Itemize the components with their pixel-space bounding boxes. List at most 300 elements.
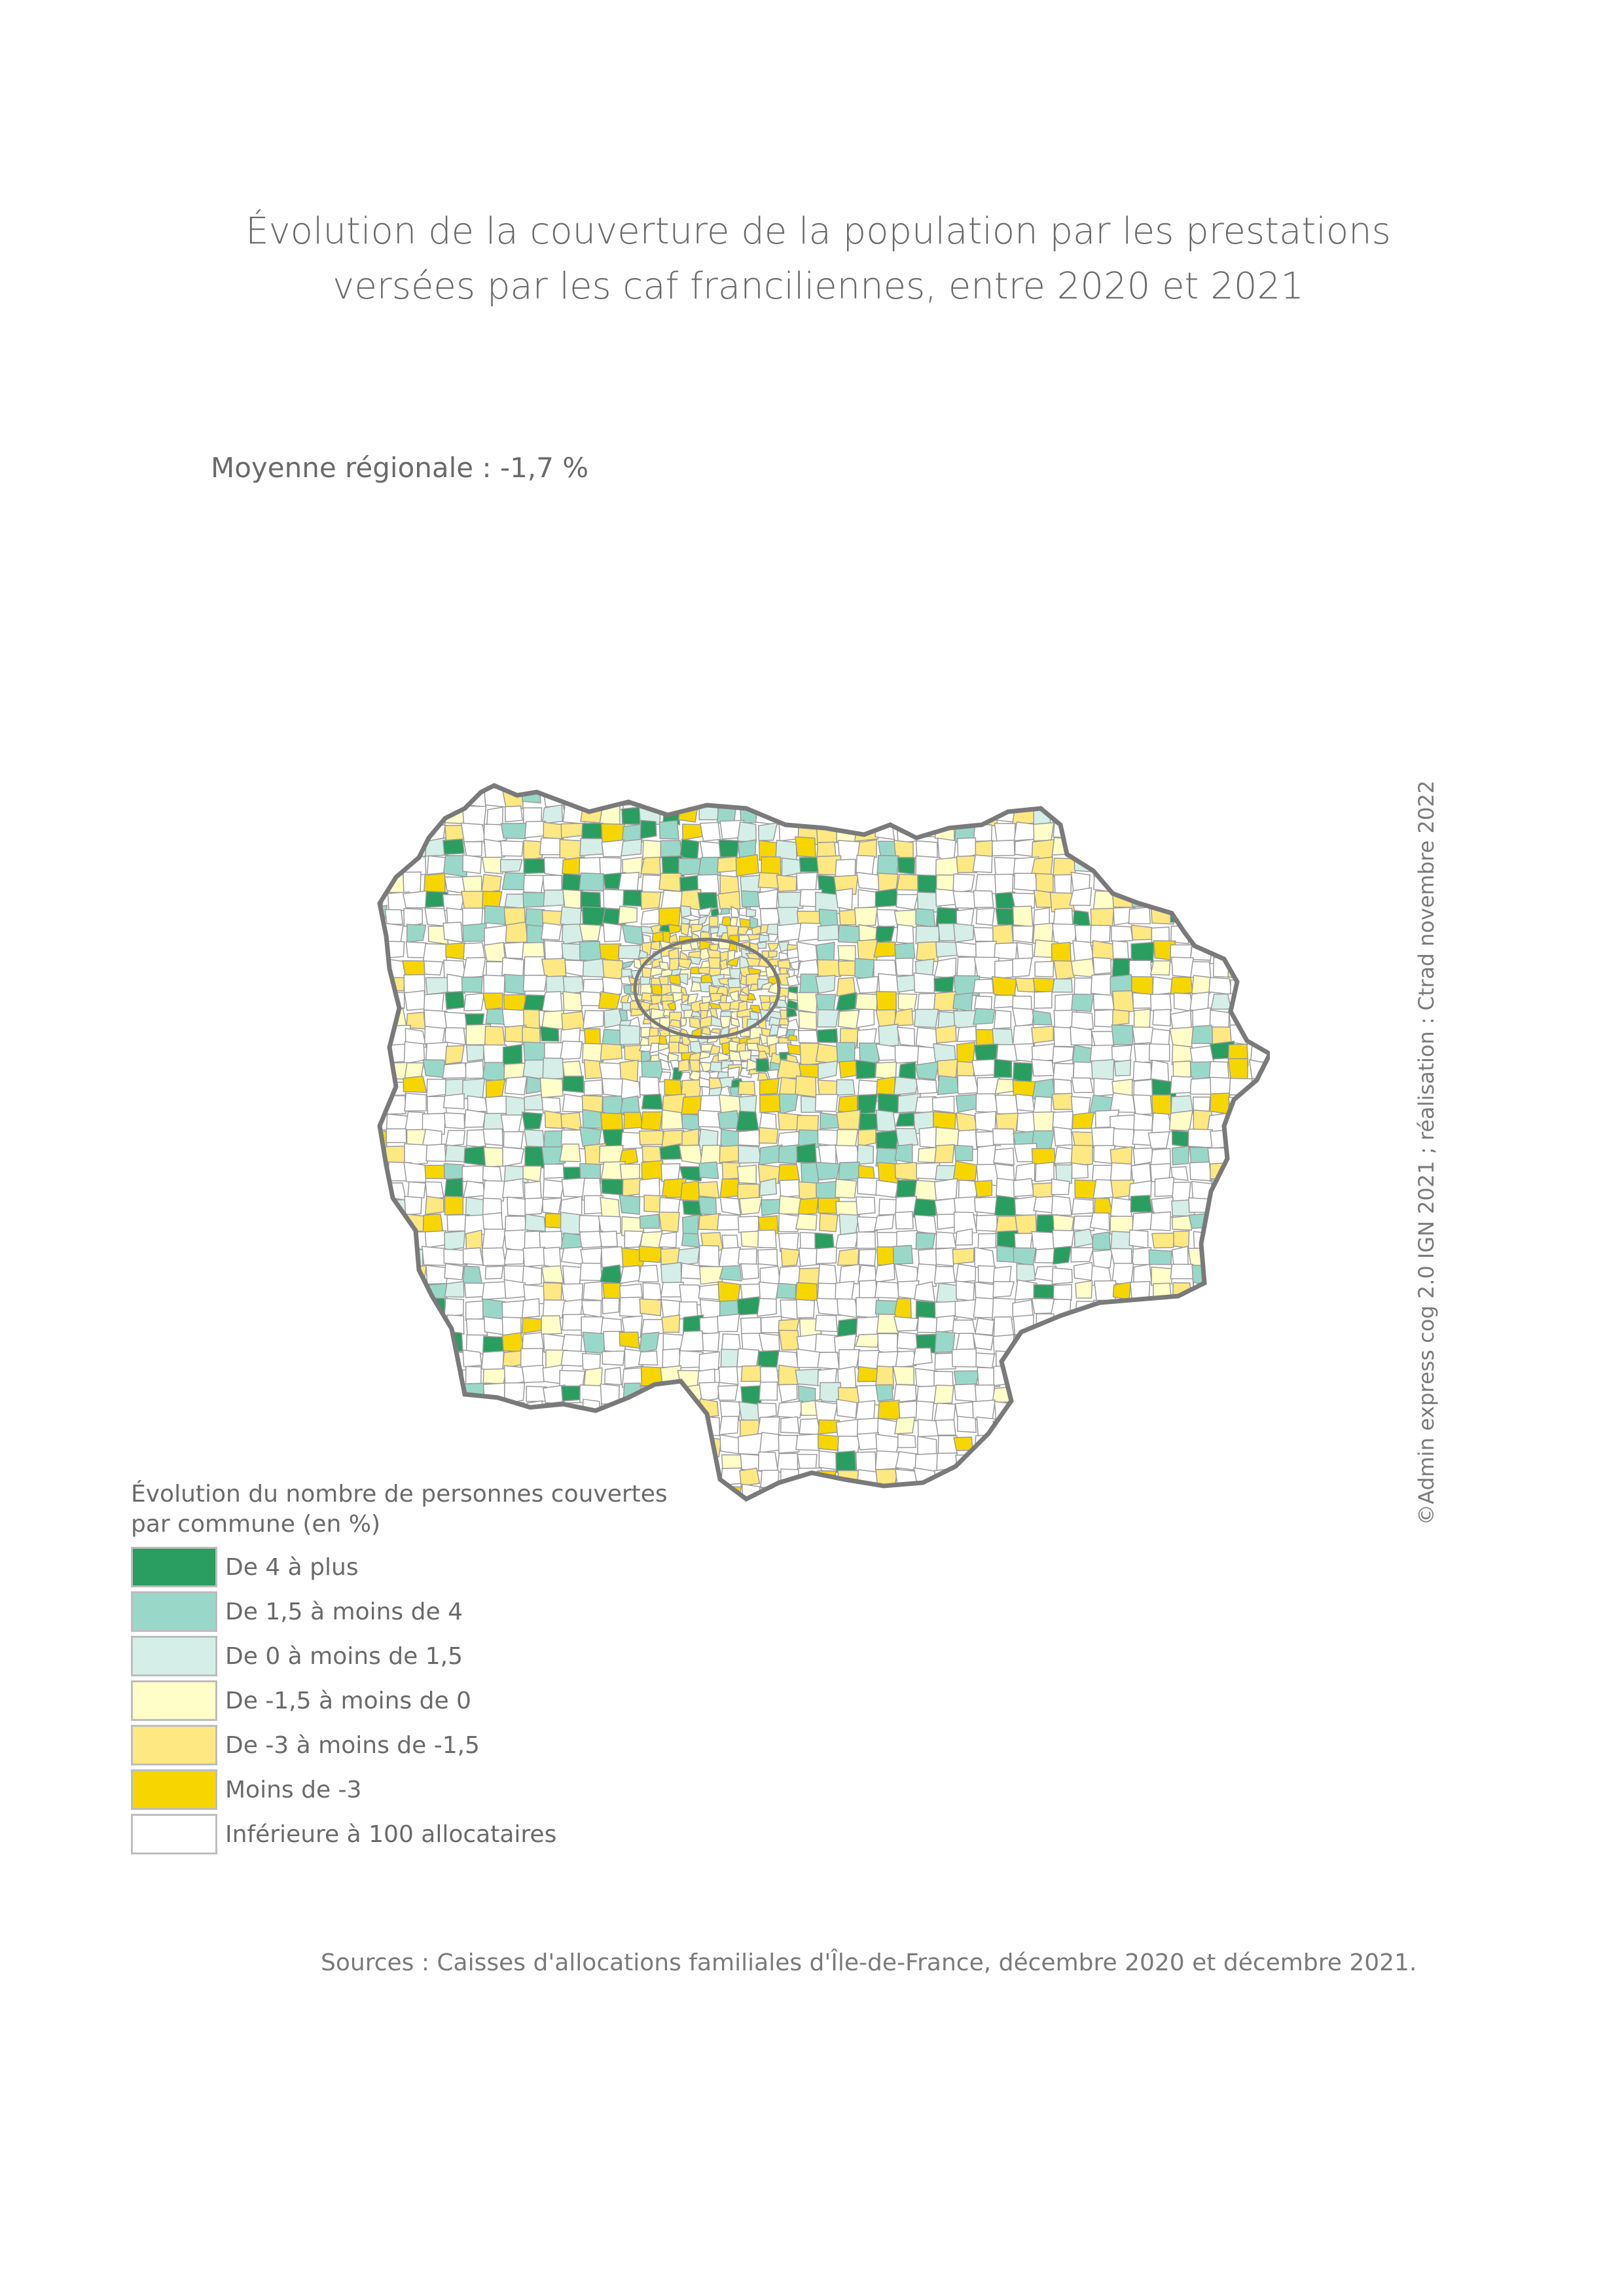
commune-cell (994, 1059, 1012, 1077)
commune-cell (799, 803, 818, 820)
commune-cell (777, 1060, 801, 1078)
commune-cell (975, 1318, 994, 1335)
commune-cell (1190, 1421, 1212, 1438)
commune-cell (1094, 1437, 1113, 1454)
commune-cell (1052, 1196, 1072, 1216)
commune-cell (1112, 1317, 1134, 1331)
commune-cell (718, 1282, 740, 1303)
commune-cell (643, 1420, 664, 1437)
commune-cell (896, 1129, 918, 1146)
commune-cell (710, 1062, 721, 1072)
commune-cell (736, 855, 759, 876)
commune-cell (1074, 1384, 1094, 1402)
commune-cell (1074, 841, 1095, 859)
commune-cell (524, 1094, 545, 1110)
commune-cell (1054, 1079, 1072, 1094)
commune-cell (798, 1503, 820, 1506)
commune-cell (1154, 1453, 1172, 1472)
commune-cell (795, 1076, 816, 1097)
commune-cell (973, 891, 993, 908)
commune-cell (1111, 926, 1133, 941)
commune-cell (993, 1282, 1014, 1297)
commune-cell (619, 945, 640, 959)
commune-cell (1188, 1129, 1212, 1148)
commune-cell (682, 1114, 700, 1130)
commune-cell (1228, 1058, 1248, 1079)
commune-cell (446, 943, 466, 959)
commune-cell (916, 909, 935, 928)
commune-cell (621, 1096, 640, 1113)
commune-cell (856, 1297, 879, 1318)
commune-cell (757, 787, 778, 808)
commune-cell (1250, 1213, 1270, 1233)
commune-cell (481, 1437, 506, 1457)
commune-cell (1111, 824, 1134, 841)
commune-cell (1169, 1452, 1191, 1472)
commune-cell (779, 1019, 789, 1025)
commune-cell (972, 1060, 995, 1076)
commune-cell (425, 1196, 444, 1214)
commune-cell (483, 1213, 503, 1231)
commune-cell (1229, 1366, 1250, 1386)
commune-cell (742, 986, 749, 995)
commune-cell (796, 1434, 819, 1451)
commune-cell (1152, 1436, 1176, 1454)
commune-cell (409, 1451, 424, 1467)
commune-cell (1214, 822, 1236, 840)
commune-cell (482, 1229, 505, 1251)
commune-cell (818, 1145, 836, 1165)
commune-cell (1053, 979, 1072, 992)
commune-cell (933, 1043, 956, 1062)
commune-cell (679, 1451, 696, 1472)
commune-cell (463, 1266, 482, 1285)
commune-cell (700, 1052, 710, 1059)
commune-cell (1248, 1353, 1270, 1369)
commune-cell (384, 772, 407, 791)
commune-cell (778, 1436, 799, 1453)
commune-cell (1150, 838, 1173, 856)
commune-cell (1229, 891, 1250, 911)
commune-cell (619, 1332, 640, 1348)
commune-cell (1093, 839, 1112, 861)
commune-cell (913, 1348, 932, 1365)
commune-cell (1232, 1488, 1253, 1506)
commune-cell (1174, 1231, 1189, 1248)
commune-cell (799, 792, 821, 810)
commune-cell (1092, 1127, 1115, 1148)
commune-cell (405, 1419, 426, 1441)
commune-cell (1214, 1333, 1233, 1354)
commune-cell (1090, 1403, 1114, 1424)
commune-cell (1209, 1062, 1229, 1080)
commune-cell (1054, 1127, 1072, 1146)
commune-cell (996, 1453, 1015, 1470)
commune-cell (1093, 772, 1115, 789)
commune-cell (758, 1250, 778, 1266)
commune-cell (406, 772, 429, 791)
commune-cell (367, 1382, 387, 1401)
commune-cell (740, 1468, 759, 1487)
commune-cell (442, 1386, 465, 1404)
commune-cell (600, 1231, 617, 1247)
commune-cell (795, 1369, 820, 1386)
commune-cell (367, 789, 386, 806)
commune-cell (952, 1320, 975, 1335)
commune-cell (995, 875, 1013, 894)
commune-cell (759, 1382, 778, 1400)
commune-cell (463, 1181, 484, 1197)
commune-cell (958, 1026, 977, 1041)
commune-cell (698, 893, 717, 910)
commune-cell (367, 1367, 387, 1385)
commune-cell (996, 1095, 1018, 1114)
commune-cell (1249, 891, 1268, 912)
commune-cell (1250, 1504, 1270, 1506)
commune-cell (1195, 772, 1212, 787)
legend-label: Moins de -3 (225, 1776, 362, 1803)
commune-cell (1229, 1163, 1246, 1184)
commune-cell (640, 1130, 664, 1145)
commune-cell (1191, 1434, 1213, 1453)
commune-cell (562, 1011, 585, 1031)
commune-cell (1014, 873, 1038, 891)
commune-cell (679, 1504, 698, 1506)
commune-cell (719, 1417, 738, 1435)
commune-cell (798, 923, 821, 941)
commune-cell (1248, 960, 1270, 978)
commune-cell (1072, 1199, 1094, 1214)
commune-cell (1017, 943, 1032, 960)
commune-cell (818, 1010, 839, 1027)
commune-cell (1193, 890, 1213, 907)
commune-cell (1133, 1095, 1152, 1115)
commune-cell (641, 1061, 662, 1079)
commune-cell (913, 1199, 936, 1217)
commune-cell (1151, 827, 1174, 842)
commune-cell (718, 892, 740, 909)
commune-cell (659, 787, 679, 804)
commune-cell (1092, 1418, 1111, 1435)
commune-cell (445, 1045, 464, 1064)
commune-cell (679, 1420, 701, 1437)
commune-cell (1189, 1470, 1212, 1489)
commune-cell (641, 857, 660, 875)
commune-cell (1249, 926, 1270, 946)
commune-cell (953, 1161, 977, 1181)
commune-cell (680, 839, 699, 859)
commune-cell (738, 927, 748, 935)
commune-cell (759, 1502, 782, 1506)
commune-cell (1249, 1145, 1269, 1163)
commune-cell (1172, 774, 1194, 792)
commune-cell (689, 1018, 700, 1029)
commune-cell (1033, 1504, 1053, 1506)
commune-cell (796, 1485, 820, 1506)
commune-cell (816, 1163, 840, 1180)
commune-cell (876, 1384, 893, 1401)
commune-cell (384, 1231, 406, 1251)
commune-cell (975, 1197, 997, 1214)
commune-cell (1155, 1178, 1174, 1197)
commune-cell (1072, 994, 1094, 1011)
commune-cell (544, 772, 567, 789)
commune-cell (1190, 1077, 1212, 1094)
commune-cell (1170, 977, 1193, 994)
commune-cell (1091, 1504, 1111, 1506)
commune-cell (916, 808, 937, 821)
commune-cell (1231, 1505, 1251, 1506)
commune-cell (895, 1144, 912, 1163)
commune-cell (1250, 1163, 1270, 1181)
commune-cell (835, 1281, 854, 1301)
commune-cell (768, 951, 777, 958)
commune-cell (691, 941, 699, 949)
commune-cell (1051, 1470, 1074, 1490)
commune-cell (385, 1387, 406, 1403)
commune-cell (750, 916, 758, 928)
commune-cell (367, 1178, 382, 1195)
commune-cell (387, 1417, 408, 1436)
commune-cell (856, 1060, 876, 1078)
commune-cell (820, 1214, 838, 1232)
commune-cell (1190, 875, 1210, 892)
commune-cell (757, 942, 766, 949)
commune-cell (501, 1115, 522, 1133)
commune-cell (484, 906, 505, 925)
commune-cell (683, 1215, 698, 1236)
commune-cell (874, 942, 896, 957)
commune-cell (1170, 1469, 1194, 1490)
commune-cell (936, 1232, 956, 1248)
commune-cell (1013, 906, 1033, 926)
commune-cell (620, 1297, 642, 1317)
commune-cell (748, 993, 756, 1000)
commune-cell (367, 822, 386, 841)
commune-cell (1113, 941, 1129, 961)
ile-de-france-map (367, 772, 1270, 1506)
commune-cell (897, 924, 914, 944)
commune-cell (522, 1365, 545, 1382)
commune-cell (507, 1197, 528, 1216)
commune-cell (579, 873, 604, 892)
commune-cell (367, 1201, 391, 1218)
commune-cell (837, 1502, 861, 1506)
commune-cell (1190, 1162, 1211, 1181)
commune-cell (1209, 1250, 1229, 1267)
commune-cell (523, 1166, 541, 1182)
commune-cell (541, 923, 562, 940)
commune-cell (858, 1129, 876, 1147)
commune-cell (1172, 1182, 1191, 1202)
commune-cell (598, 992, 620, 1009)
commune-cell (787, 1044, 801, 1055)
commune-cell (444, 1299, 463, 1317)
commune-cell (1133, 1148, 1153, 1165)
commune-cell (522, 772, 544, 787)
commune-cell (993, 1129, 1014, 1144)
commune-cell (367, 1062, 390, 1083)
commune-cell (1017, 1264, 1036, 1282)
commune-cell (1133, 858, 1155, 875)
commune-cell (1192, 926, 1210, 941)
commune-cell (543, 1247, 561, 1268)
commune-cell (384, 840, 406, 858)
commune-cell (1095, 822, 1115, 840)
commune-cell (738, 1297, 761, 1315)
commune-cell (1170, 1076, 1193, 1094)
commune-cell (622, 774, 643, 791)
commune-cell (560, 1144, 581, 1162)
commune-cell (702, 1027, 710, 1035)
commune-cell (405, 822, 425, 844)
commune-cell (1034, 1197, 1053, 1213)
commune-cell (442, 1063, 467, 1079)
commune-cell (698, 1436, 721, 1456)
commune-cell (1133, 1434, 1150, 1452)
commune-cell (1130, 1418, 1151, 1440)
commune-cell (368, 945, 387, 963)
commune-cell (840, 1265, 859, 1284)
commune-cell (691, 924, 702, 932)
commune-cell (997, 1246, 1016, 1262)
commune-cell (934, 977, 954, 993)
commune-cell (975, 1473, 995, 1491)
commune-cell (1017, 1112, 1034, 1132)
commune-cell (1173, 1502, 1192, 1506)
commune-cell (818, 774, 836, 794)
commune-cell (604, 922, 622, 941)
commune-cell (1208, 1485, 1230, 1506)
commune-cell (1231, 1282, 1251, 1300)
commune-cell (640, 1178, 660, 1198)
commune-cell (523, 1434, 545, 1456)
commune-cell (621, 839, 641, 856)
commune-cell (1013, 1419, 1036, 1436)
commune-cell (502, 774, 525, 788)
commune-cell (1148, 1132, 1169, 1149)
commune-cell (561, 1113, 582, 1131)
commune-cell (720, 1197, 740, 1215)
commune-cell (367, 1403, 386, 1422)
legend-item (131, 1678, 556, 1723)
commune-cell (1113, 1282, 1131, 1300)
commune-cell (756, 1058, 769, 1072)
commune-cell (484, 943, 505, 962)
commune-cell (579, 924, 600, 941)
commune-cell (619, 1436, 643, 1455)
commune-cell (720, 909, 729, 914)
commune-cell (740, 1197, 762, 1215)
commune-cell (1013, 1008, 1034, 1026)
commune-cell (1132, 1451, 1151, 1472)
commune-cell (994, 995, 1016, 1007)
commune-cell (1231, 906, 1252, 926)
commune-cell (1017, 1383, 1036, 1405)
commune-cell (740, 1502, 762, 1506)
commune-cell (659, 774, 681, 789)
commune-cell (736, 1111, 759, 1130)
commune-cell (722, 1163, 740, 1180)
commune-cell (681, 1181, 700, 1201)
commune-cell (1151, 858, 1168, 876)
commune-cell (484, 1419, 505, 1434)
commune-cell (1250, 978, 1270, 996)
commune-cell (624, 1112, 642, 1129)
commune-cell (483, 1129, 503, 1146)
commune-cell (524, 875, 544, 892)
commune-cell (563, 992, 583, 1011)
commune-cell (387, 1267, 409, 1286)
commune-cell (1228, 1332, 1248, 1353)
commune-cell (540, 1078, 563, 1098)
commune-cell (1034, 991, 1052, 1008)
commune-cell (1074, 1229, 1093, 1247)
commune-cell (1151, 994, 1171, 1011)
commune-cell (973, 1400, 995, 1420)
commune-cell (1172, 1401, 1193, 1417)
commune-cell (956, 1229, 973, 1245)
commune-cell (681, 1018, 687, 1026)
commune-cell (839, 1486, 863, 1502)
commune-cell (837, 1400, 857, 1418)
commune-cell (602, 1180, 624, 1195)
commune-cell (859, 1249, 876, 1265)
commune-cell (1250, 1419, 1270, 1438)
commune-cell (856, 977, 878, 993)
map-title (164, 204, 1473, 314)
commune-cell (367, 1335, 388, 1350)
commune-cell (975, 1180, 992, 1197)
commune-cell (836, 805, 854, 823)
commune-cell (1191, 1333, 1213, 1354)
commune-cell (895, 943, 915, 959)
commune-cell (1149, 772, 1168, 789)
commune-cell (937, 1485, 959, 1504)
commune-cell (1032, 1044, 1056, 1062)
commune-cell (837, 1419, 860, 1437)
commune-cell (1208, 925, 1225, 941)
commune-cell (1231, 1314, 1251, 1331)
commune-cell (659, 962, 668, 970)
commune-cell (522, 1299, 539, 1318)
commune-cell (1033, 1386, 1056, 1400)
commune-cell (730, 991, 738, 1002)
commune-cell (670, 1035, 681, 1043)
commune-cell (895, 1045, 919, 1063)
commune-cell (700, 1002, 710, 1011)
commune-cell (485, 1266, 503, 1279)
commune-cell (670, 975, 681, 985)
commune-cell (1074, 1401, 1096, 1422)
commune-cell (815, 1401, 837, 1420)
commune-cell (659, 1044, 668, 1051)
commune-cell (466, 1060, 484, 1078)
title-line-2: versées par les caf franciliennes, entre 2020 et 2021 (333, 265, 1304, 308)
commune-cell (978, 1266, 995, 1284)
commune-cell (1092, 804, 1114, 825)
commune-cell (897, 975, 916, 992)
commune-cell (1210, 773, 1235, 789)
commune-cell (1055, 875, 1072, 895)
commune-cell (543, 1455, 564, 1470)
commune-cell (679, 1145, 702, 1164)
commune-cell (700, 1487, 720, 1506)
commune-cell (815, 1315, 837, 1331)
commune-cell (933, 1502, 954, 1506)
commune-cell (384, 1216, 404, 1231)
commune-cell (1112, 1401, 1132, 1419)
